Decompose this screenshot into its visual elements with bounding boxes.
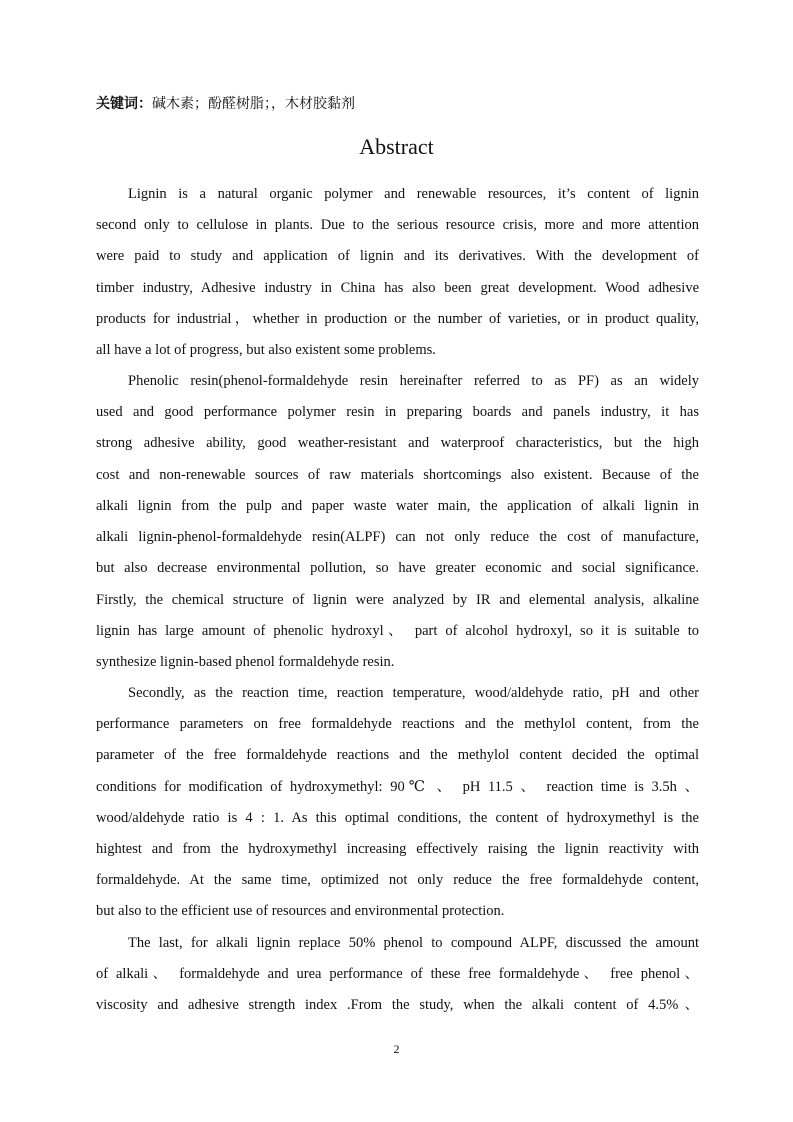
abstract-line: of alkali、 formaldehyde and urea performance of these free formaldehyde、 free phenol、 xyxy=(96,966,699,982)
abstract-line: but also to the efficient use of resources and environmental protection. xyxy=(96,903,505,919)
abstract-line: strong adhesive ability, good weather-resistant and waterproof characteristics, but the high xyxy=(96,435,699,451)
page-number: 2 xyxy=(393,1042,400,1056)
abstract-line: parameter of the free formaldehyde reactions and the methylol content decided the optimal xyxy=(96,747,699,763)
abstract-line: alkali lignin from the pulp and paper waste water main, the application of alkali lignin in xyxy=(96,498,699,514)
abstract-line: second only to cellulose in plants. Due to the serious resource crisis, more and more attention xyxy=(96,217,699,233)
abstract-line: all have a lot of progress, but also existent some problems. xyxy=(96,342,436,358)
abstract-line: cost and non-renewable sources of raw materials shortcomings also existent. Because of the xyxy=(96,467,699,483)
abstract-title: Abstract xyxy=(359,134,434,159)
abstract-line: formaldehyde. At the same time, optimized not only reduce the free formaldehyde content, xyxy=(96,872,699,888)
abstract-line: timber industry, Adhesive industry in China has also been great development. Wood adhesive xyxy=(96,280,699,296)
abstract-line: were paid to study and application of lignin and its derivatives. With the development of xyxy=(96,248,699,264)
abstract-line: synthesize lignin-based phenol formaldehyde resin. xyxy=(96,654,395,670)
abstract-line: The last, for alkali lignin replace 50% phenol to compound ALPF, discussed the amount xyxy=(128,935,699,951)
abstract-line: hightest and from the hydroxymethyl increasing effectively raising the lignin reactivity with xyxy=(96,841,699,857)
abstract-line: Secondly, as the reaction time, reaction temperature, wood/aldehyde ratio, pH and other xyxy=(128,685,699,701)
abstract-line: Phenolic resin(phenol-formaldehyde resin hereinafter referred to as PF) as an widely xyxy=(128,373,699,389)
abstract-line: alkali lignin-phenol-formaldehyde resin(ALPF) can not only reduce the cost of manufacture, xyxy=(96,529,699,545)
abstract-line: conditions for modification of hydroxymethyl: 90℃ 、 pH 11.5 、 reaction time is 3.5h 、 xyxy=(96,779,699,795)
abstract-line: viscosity and adhesive strength index .From the study, when the alkali content of 4.5%、 xyxy=(96,997,699,1013)
abstract-line: used and good performance polymer resin in preparing boards and panels industry, it has xyxy=(96,404,699,420)
abstract-line: Lignin is a natural organic polymer and renewable resources, it’s content of lignin xyxy=(128,186,699,202)
abstract-line: products for industrial，whether in production or the number of varieties, or in product quality, xyxy=(96,311,699,327)
abstract-line: wood/aldehyde ratio is 4 : 1. As this optimal conditions, the content of hydroxymethyl is the xyxy=(96,810,699,826)
abstract-line: but also decrease environmental pollution, so have greater economic and social significance. xyxy=(96,560,699,576)
abstract-line: lignin has large amount of phenolic hydroxyl、 part of alcohol hydroxyl, so it is suitable to xyxy=(96,623,699,639)
keywords-terms: 碱木素；酚醛树脂；，木材胶黏剂 xyxy=(152,96,355,112)
abstract-line: performance parameters on free formaldehyde reactions and the methylol content, from the xyxy=(96,716,699,732)
keywords-label: 关键词： xyxy=(96,96,152,112)
abstract-line: Firstly, the chemical structure of lignin were analyzed by IR and elemental analysis, alkaline xyxy=(96,592,699,608)
keywords-line xyxy=(96,94,355,114)
